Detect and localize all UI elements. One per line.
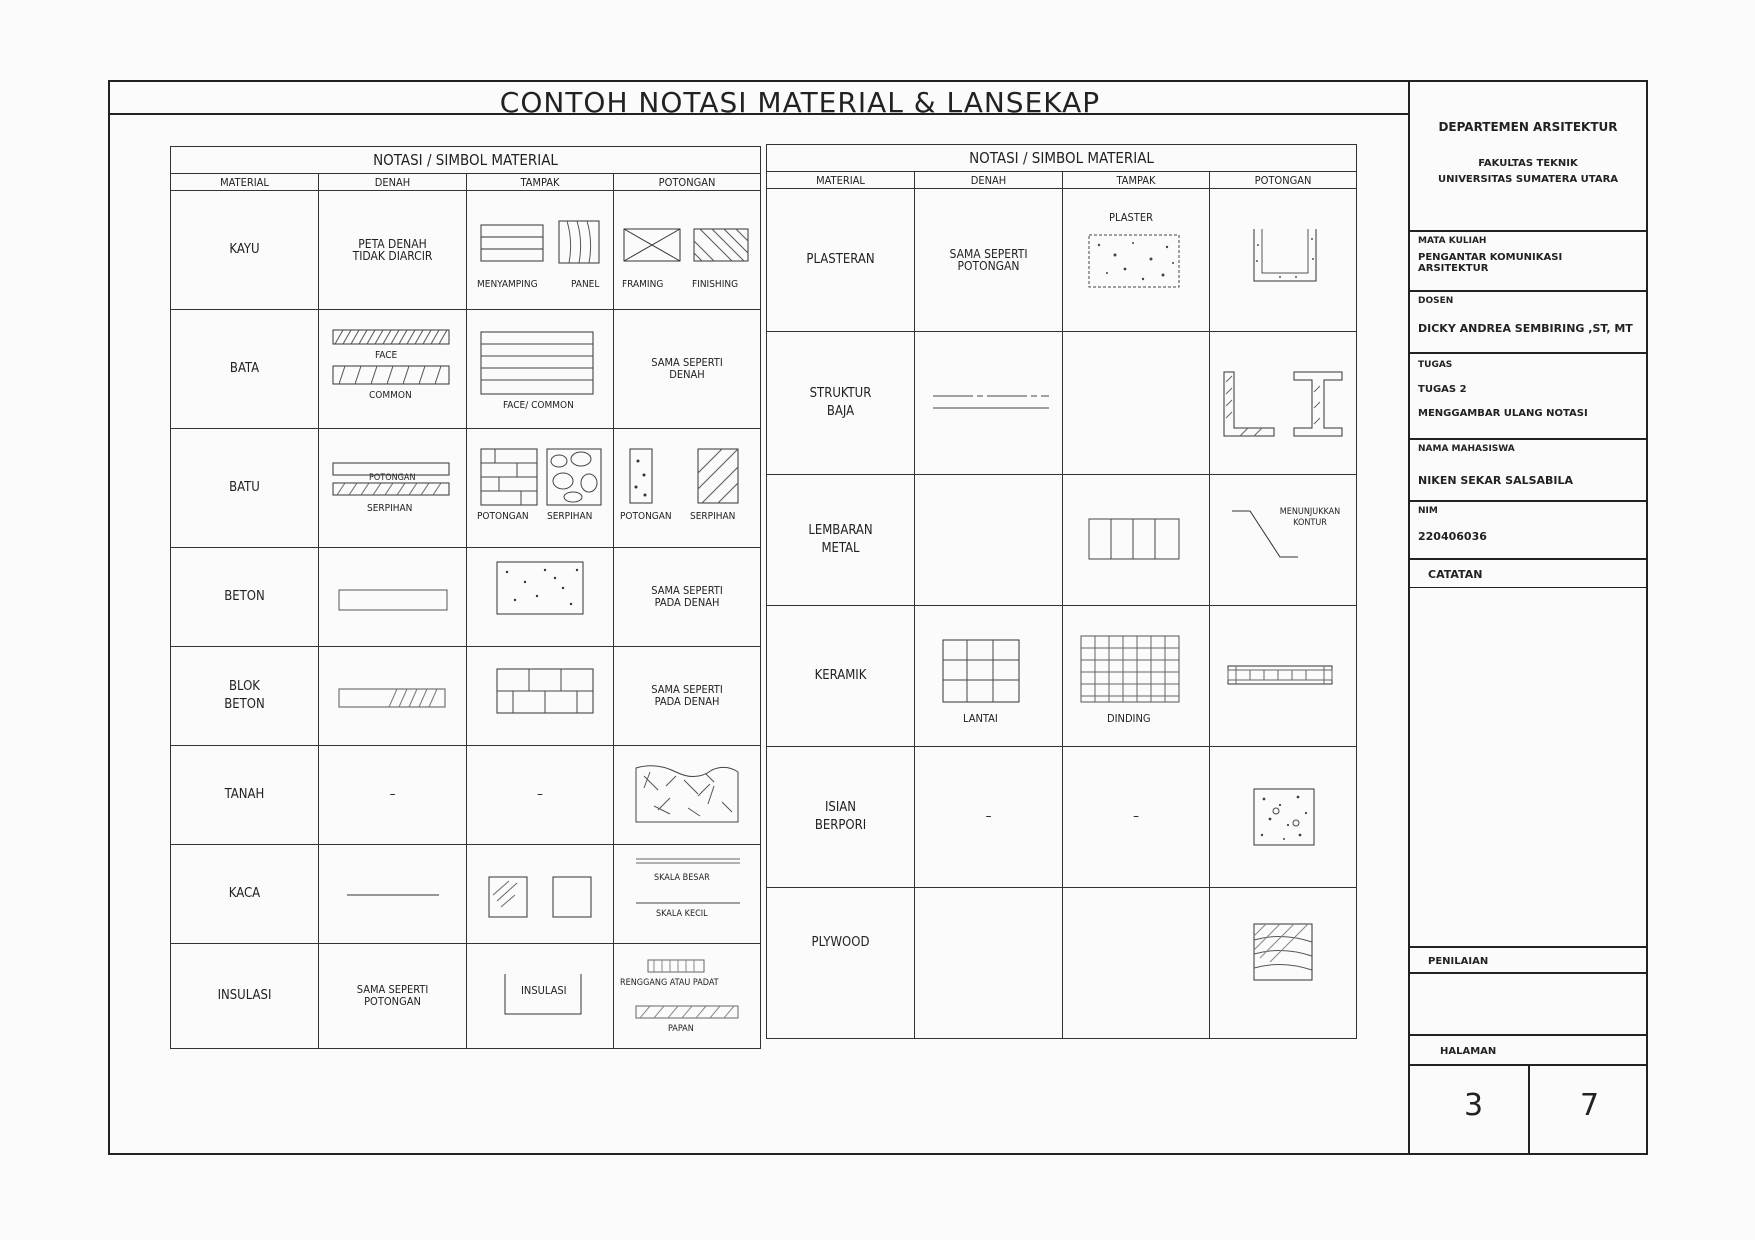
bata-denah-symbol: [319, 310, 467, 428]
batu-tampak-cap-b: SERPIHAN: [547, 511, 593, 522]
tb-page-current: 3: [1464, 1088, 1484, 1123]
beton-potongan-note: SAMA SEPERTI PADA DENAH: [651, 584, 723, 609]
tb-tugas-label: TUGAS: [1418, 360, 1453, 370]
isian-berpori-potongan-symbol: [1210, 747, 1357, 887]
material-blok-beton: BLOK BETON: [224, 679, 265, 712]
material-plywood: PLYWOOD: [811, 935, 870, 950]
material-lembaran-metal: LEMBARAN METAL: [808, 523, 873, 556]
plasteran-denah-note: SAMA SEPERTI POTONGAN: [949, 247, 1028, 273]
col-potongan: POTONGAN: [614, 174, 761, 191]
material-insulasi: INSULASI: [171, 944, 319, 1049]
bata-denah-cap-b: COMMON: [369, 390, 412, 401]
material-keramik: KERAMIK: [767, 606, 915, 747]
tb-fac1: FAKULTAS TEKNIK: [1478, 158, 1578, 169]
lembaran-metal-tampak-symbol: [1063, 475, 1210, 605]
kaca-potongan-cap-a: SKALA BESAR: [654, 873, 710, 883]
tb-tugas-2: MENGGAMBAR ULANG NOTASI: [1418, 408, 1588, 419]
tb-dosen: [1410, 292, 1646, 354]
right-table-caption: NOTASI / SIMBOL MATERIAL: [767, 145, 1357, 172]
tb-page-total: 7: [1580, 1088, 1600, 1123]
kayu-tampak-cap-b: PANEL: [571, 279, 600, 290]
keramik-tampak-cap: DINDING: [1107, 712, 1151, 725]
left-material-table: [170, 146, 761, 1049]
tb-department: [1410, 82, 1646, 232]
bata-potongan-note: SAMA SEPERTI DENAH: [651, 356, 723, 381]
tanah-tampak-dash: –: [467, 746, 614, 845]
batu-potongan-cap-b: SERPIHAN: [690, 511, 736, 522]
blok-beton-tampak-symbol: [467, 647, 614, 745]
struktur-baja-potongan-symbol: [1210, 332, 1357, 474]
batu-denah-cap-b: SERPIHAN: [367, 503, 413, 514]
material-beton: BETON: [171, 548, 319, 647]
tb-nim: [1410, 502, 1646, 560]
tb-dosen-value: DICKY ANDREA SEMBIRING ,ST, MT: [1418, 322, 1633, 335]
tb-halaman: [1410, 1036, 1646, 1066]
keramik-denah-cap: LANTAI: [963, 712, 998, 725]
kaca-potongan-symbol: [614, 845, 761, 943]
sheet-title: CONTOH NOTASI MATERIAL & LANSEKAP: [499, 86, 1101, 119]
material-plasteran: PLASTERAN: [767, 189, 915, 332]
kayu-denah-note: PETA DENAH TIDAK DIARCIR: [352, 237, 433, 263]
col-denah: DENAH: [319, 174, 467, 191]
kaca-tampak-symbol: [467, 845, 614, 943]
batu-tampak-symbol: [467, 429, 614, 547]
material-kaca: KACA: [171, 845, 319, 944]
r-col-potongan: POTONGAN: [1210, 172, 1357, 189]
batu-potongan-symbol: [614, 429, 761, 547]
tanah-potongan-symbol: [614, 746, 761, 844]
keramik-tampak-symbol: [1063, 606, 1210, 746]
bata-denah-cap-a: FACE: [375, 350, 398, 361]
tb-dosen-label: DOSEN: [1418, 296, 1454, 306]
isian-berpori-denah-dash: –: [915, 747, 1063, 888]
lembaran-metal-potongan-symbol: [1210, 475, 1357, 605]
r-col-material: MATERIAL: [767, 172, 915, 189]
plasteran-tampak-cap: PLASTER: [1109, 211, 1153, 224]
tb-halaman-label: HALAMAN: [1440, 1046, 1497, 1057]
kaca-potongan-cap-b: SKALA KECIL: [656, 909, 708, 919]
batu-tampak-cap-a: POTONGAN: [477, 511, 529, 522]
insulasi-potongan-cap-a: RENGGANG ATAU PADAT: [620, 978, 719, 988]
material-isian-berpori: ISIAN BERPORI: [814, 800, 867, 833]
kayu-tampak-symbol: [467, 191, 614, 309]
kayu-potongan-cap-b: FINISHING: [692, 279, 739, 290]
beton-denah-symbol: [319, 548, 467, 646]
batu-denah-symbol: [319, 429, 467, 547]
tb-matkul: [1410, 232, 1646, 292]
insulasi-tampak-cap: INSULASI: [521, 984, 567, 997]
tb-tugas-1: TUGAS 2: [1418, 384, 1467, 395]
tb-penilaian-box: [1410, 974, 1646, 1036]
isian-berpori-tampak-dash: –: [1063, 747, 1210, 888]
kayu-tampak-cap-a: MENYAMPING: [477, 279, 538, 290]
material-kayu: KAYU: [171, 191, 319, 310]
material-batu: BATU: [171, 429, 319, 548]
insulasi-denah-note: SAMA SEPERTI POTONGAN: [356, 983, 429, 1008]
tb-fac2: UNIVERSITAS SUMATERA UTARA: [1437, 174, 1619, 185]
tb-page-number: [1410, 1066, 1646, 1155]
struktur-baja-denah-symbol: [915, 332, 1063, 474]
r-col-denah: DENAH: [915, 172, 1063, 189]
beton-tampak-symbol: [467, 548, 614, 646]
left-table-caption: NOTASI / SIMBOL MATERIAL: [171, 147, 761, 174]
batu-potongan-cap-a: POTONGAN: [620, 511, 672, 522]
insulasi-potongan-cap-b: PAPAN: [668, 1024, 694, 1034]
batu-denah-cap-a: POTONGAN: [369, 473, 416, 483]
material-bata: BATA: [171, 310, 319, 429]
kaca-denah-symbol: [319, 845, 467, 943]
tb-page-divider: [1528, 1066, 1530, 1155]
blok-beton-denah-symbol: [319, 647, 467, 745]
right-material-table: [766, 144, 1357, 1039]
plywood-potongan-symbol: [1210, 888, 1357, 1038]
tb-nim-label: NIM: [1418, 506, 1438, 516]
tb-penilaian-label: PENILAIAN: [1428, 956, 1489, 967]
tb-matkul-label: MATA KULIAH: [1418, 236, 1487, 246]
material-struktur-baja: STRUKTUR BAJA: [809, 386, 872, 419]
kayu-potongan-cap-a: FRAMING: [622, 279, 664, 290]
material-tanah: TANAH: [171, 746, 319, 845]
tb-catatan: [1410, 560, 1646, 588]
tb-penilaian: [1410, 946, 1646, 974]
tb-catatan-label: CATATAN: [1428, 568, 1483, 581]
col-tampak: TAMPAK: [467, 174, 614, 191]
tb-nama-value: NIKEN SEKAR SALSABILA: [1418, 474, 1574, 487]
r-col-tampak: TAMPAK: [1063, 172, 1210, 189]
bata-tampak-cap: FACE/ COMMON: [503, 400, 574, 411]
plasteran-potongan-symbol: [1210, 189, 1357, 331]
keramik-denah-symbol: [915, 606, 1063, 746]
keramik-potongan-symbol: [1210, 606, 1357, 746]
tb-dept: DEPARTEMEN ARSITEKTUR: [1438, 120, 1618, 134]
kayu-potongan-symbol: [614, 191, 761, 309]
tb-nim-value: 220406036: [1418, 530, 1487, 543]
tb-tugas: [1410, 354, 1646, 440]
tb-matkul-value: PENGANTAR KOMUNIKASI ARSITEKTUR: [1418, 252, 1563, 274]
tb-nama-label: NAMA MAHASISWA: [1418, 444, 1515, 454]
col-material: MATERIAL: [171, 174, 319, 191]
blok-beton-potongan-note: SAMA SEPERTI PADA DENAH: [651, 683, 723, 708]
lembaran-metal-potongan-cap: MENUNJUKKAN KONTUR: [1279, 507, 1341, 528]
tanah-denah-dash: –: [319, 746, 467, 845]
tb-nama: [1410, 440, 1646, 502]
